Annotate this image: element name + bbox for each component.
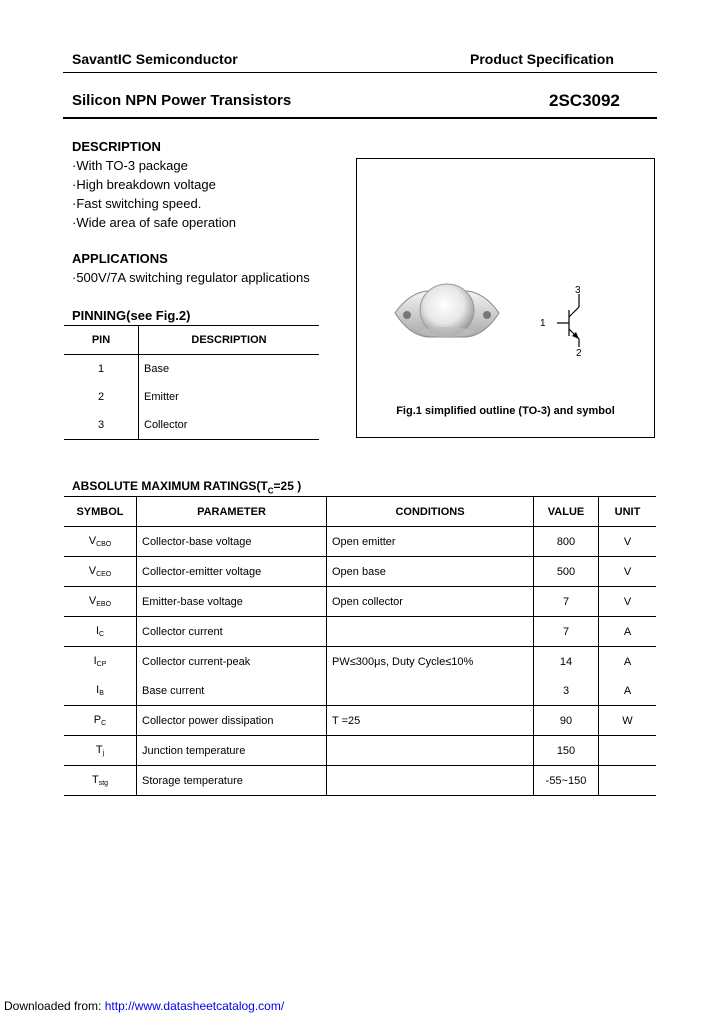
symbol-cell (64, 587, 137, 617)
symbol-subscript: CBO (96, 541, 112, 548)
pinning-heading: PINNING(see Fig.2) (72, 308, 191, 323)
condition-cell (327, 676, 534, 706)
table-row (64, 766, 656, 796)
table-row (64, 587, 656, 617)
condition-cell: Open emitter (327, 527, 534, 557)
unit-cell (599, 766, 657, 796)
pinning-table (64, 325, 319, 440)
mounting-hole-right (483, 311, 491, 319)
parameter-cell: Collector-emitter voltage (137, 557, 327, 587)
ratings-heading-suffix: =25 ) (273, 479, 302, 493)
applications-heading: APPLICATIONS (72, 251, 168, 266)
condition-cell: Open base (327, 557, 534, 587)
symbol-letter: P (93, 714, 102, 726)
symbol-cell (64, 557, 137, 587)
col-unit: UNIT (599, 497, 657, 527)
footer-link[interactable]: http://www.datasheetcatalog.com/ (104, 999, 285, 1013)
pin-description: Base (139, 355, 320, 384)
value-cell: 7 (534, 617, 599, 647)
pin-number: 3 (64, 411, 139, 440)
value-cell: 500 (534, 557, 599, 587)
description-item: ·Wide area of safe operation (72, 215, 237, 230)
unit-cell: W (599, 706, 657, 736)
symbol-cell (64, 527, 137, 557)
symbol-cell (64, 706, 137, 736)
company-name: SavantIC Semiconductor (72, 51, 238, 67)
value-cell: 14 (534, 647, 599, 677)
pin-description: Emitter (139, 383, 320, 411)
parameter-cell: Collector power dissipation (137, 706, 327, 736)
symbol-cell (64, 766, 137, 796)
col-conditions: CONDITIONS (327, 497, 534, 527)
parameter-cell: Collector-base voltage (137, 527, 327, 557)
header-divider (63, 72, 657, 73)
symbol-subscript: j (102, 750, 105, 757)
condition-cell (327, 766, 534, 796)
unit-cell: A (599, 647, 657, 677)
condition-cell (327, 736, 534, 766)
symbol-subscript: C (101, 720, 107, 727)
table-row (64, 617, 656, 647)
description-list (72, 156, 236, 232)
symbol-cell (64, 617, 137, 647)
unit-cell: A (599, 676, 657, 706)
value-cell: 3 (534, 676, 599, 706)
unit-cell: A (599, 617, 657, 647)
value-cell: 90 (534, 706, 599, 736)
col-parameter: PARAMETER (137, 497, 327, 527)
footer (4, 999, 284, 1013)
pin-description: Collector (139, 411, 320, 440)
value-cell: 150 (534, 736, 599, 766)
symbol-letter: T (95, 744, 103, 756)
table-row (64, 411, 319, 440)
description-heading: DESCRIPTION (72, 139, 161, 154)
page-title: Silicon NPN Power Transistors (72, 92, 292, 109)
symbol-subscript: EBO (96, 601, 112, 608)
symbol-pin-label: 2 (576, 348, 582, 359)
table-row (64, 676, 656, 706)
description-item: ·Fast switching speed. (72, 196, 202, 211)
pinning-header-row (64, 326, 319, 355)
applications-item: ·500V/7A switching regulator applications (72, 270, 310, 285)
product-spec-label: Product Specification (470, 51, 614, 67)
symbol-letter: V (88, 595, 97, 607)
parameter-cell: Junction temperature (137, 736, 327, 766)
value-cell: 800 (534, 527, 599, 557)
ratings-heading-sub: C (267, 486, 274, 496)
unit-cell: V (599, 557, 657, 587)
table-row (64, 527, 656, 557)
parameter-cell: Emitter-base voltage (137, 587, 327, 617)
parameter-cell: Collector current (137, 617, 327, 647)
description-item: ·With TO-3 package (72, 158, 188, 173)
unit-cell: V (599, 527, 657, 557)
figure-box (356, 158, 655, 438)
table-row (64, 383, 319, 411)
value-cell: -55~150 (534, 766, 599, 796)
part-number: 2SC3092 (549, 91, 620, 110)
table-row (64, 736, 656, 766)
symbol-cell (64, 676, 137, 706)
symbol-subscript: CEO (96, 571, 112, 578)
pinning-col-description: DESCRIPTION (139, 326, 320, 355)
condition-cell: PW≤300μs, Duty Cycle≤10% (327, 647, 534, 677)
condition-cell: Open collector (327, 587, 534, 617)
symbol-subscript: C (99, 631, 105, 638)
table-row (64, 706, 656, 736)
symbol-cell (64, 647, 137, 677)
unit-cell: V (599, 587, 657, 617)
parameter-cell: Storage temperature (137, 766, 327, 796)
symbol-subscript: B (99, 690, 104, 697)
symbol-pin-label: 3 (575, 285, 581, 296)
to3-package-image (395, 284, 499, 337)
ratings-heading (72, 479, 301, 495)
ratings-table (64, 496, 656, 796)
title-divider (63, 117, 657, 119)
pin-number: 1 (97, 363, 105, 375)
transistor-symbol (557, 294, 579, 347)
condition-cell: T =25 (327, 706, 534, 736)
symbol-subscript: CP (96, 661, 107, 668)
symbol-cell (64, 736, 137, 766)
figure-caption: Fig.1 simplified outline (TO-3) and symbol (396, 405, 615, 417)
symbol-subscript: stg (98, 780, 109, 787)
mounting-hole-left (403, 311, 411, 319)
description-item: ·High breakdown voltage (72, 177, 216, 192)
parameter-cell: Base current (137, 676, 327, 706)
symbol-letter: V (88, 565, 97, 577)
table-row (64, 557, 656, 587)
figure-drawing (357, 159, 654, 399)
symbol-letter: I (93, 655, 97, 667)
symbol-letter: V (88, 535, 97, 547)
pinning-col-pin: PIN (64, 326, 139, 355)
col-value: VALUE (534, 497, 599, 527)
ratings-heading-prefix: ABSOLUTE MAXIMUM RATINGS(T (72, 479, 268, 493)
ratings-header-row (64, 497, 656, 527)
pin-number: 2 (97, 391, 105, 403)
symbol-letter: I (96, 684, 100, 696)
col-symbol: SYMBOL (64, 497, 137, 527)
table-row (64, 355, 319, 384)
symbol-letter: T (91, 774, 99, 786)
unit-cell (599, 736, 657, 766)
value-cell: 7 (534, 587, 599, 617)
table-row (64, 647, 656, 677)
symbol-pin-label: 1 (540, 318, 546, 329)
footer-label: Downloaded from: (4, 999, 102, 1013)
condition-cell (327, 617, 534, 647)
symbol-letter: I (95, 625, 99, 637)
parameter-cell: Collector current-peak (137, 647, 327, 677)
